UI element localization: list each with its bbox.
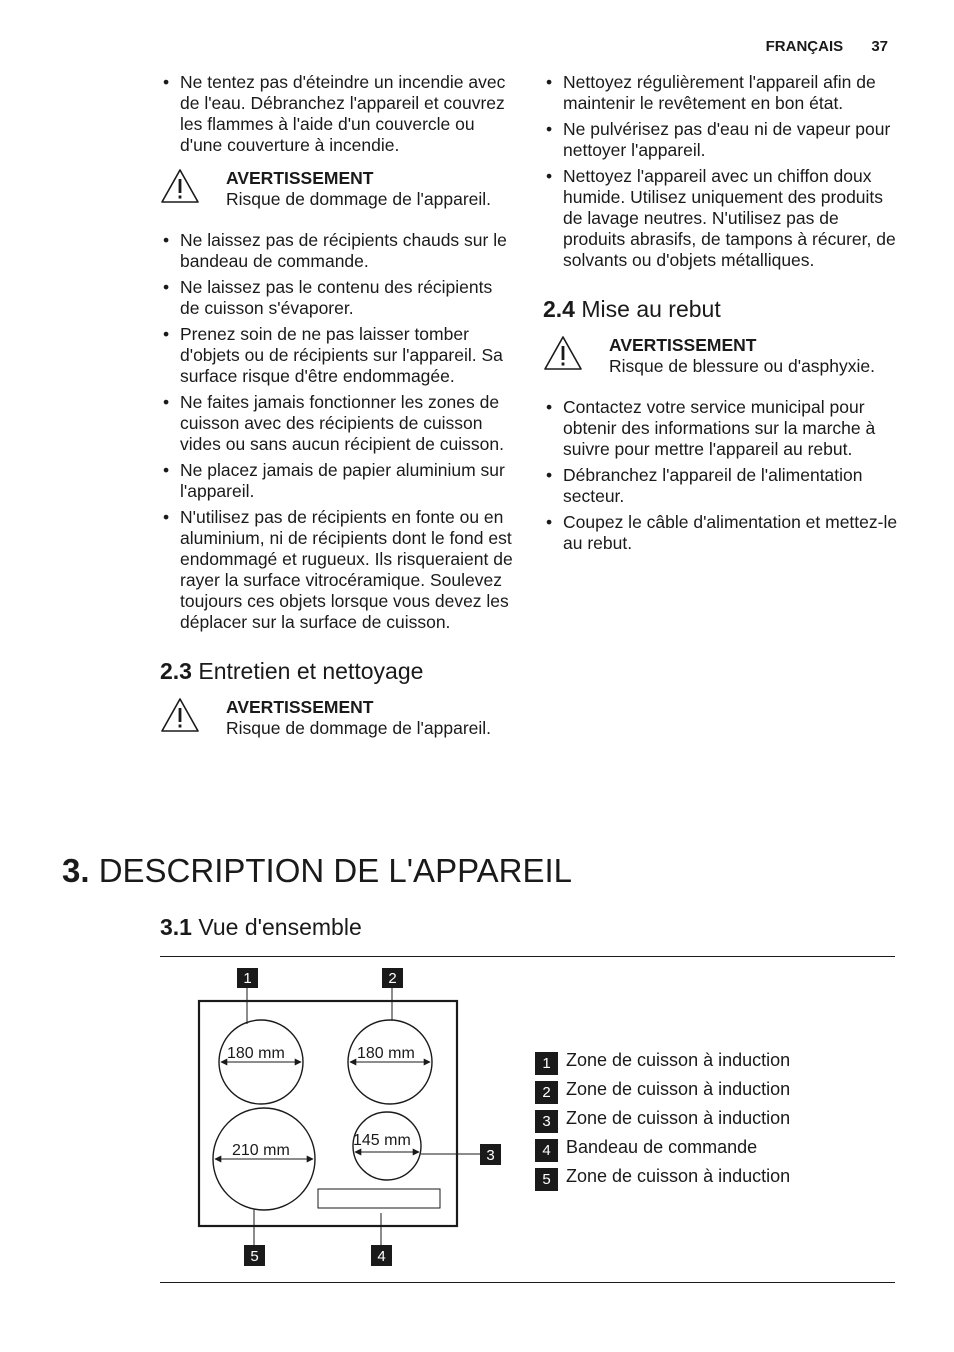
warning-text: Risque de blessure ou d'asphyxie. (609, 356, 876, 376)
legend-number: 1 (535, 1052, 558, 1075)
legend-label: Zone de cuisson à induction (566, 1050, 791, 1070)
section-number: 2.4 (543, 296, 575, 322)
section-heading (160, 657, 516, 685)
divider (160, 1282, 895, 1283)
list-item: • Ne placez jamais de papier aluminium sur l'appareil. (160, 460, 516, 502)
legend-row (535, 1162, 790, 1191)
legend-number: 4 (535, 1139, 558, 1162)
callout-1 (237, 968, 258, 988)
right-column (543, 72, 899, 559)
svg-text:1: 1 (243, 970, 252, 987)
legend-label: Zone de cuisson à induction (566, 1079, 791, 1099)
legend-row (535, 1075, 790, 1104)
section-title: Entretien et nettoyage (198, 658, 424, 684)
section-number: 3.1 (160, 914, 192, 940)
page-header (742, 38, 888, 55)
zone-diameter-label: 210 mm (232, 1142, 290, 1159)
left-column (160, 72, 516, 759)
section-number: 2.3 (160, 658, 192, 684)
svg-text:2: 2 (388, 970, 397, 987)
divider (160, 956, 895, 957)
list-item: • Ne laissez pas de récipients chauds sur le bandeau de commande. (160, 230, 516, 272)
section-title: Mise au rebut (581, 296, 721, 322)
legend-row (535, 1046, 790, 1075)
legend-number: 3 (535, 1110, 558, 1133)
warning-title: AVERTISSEMENT (226, 168, 374, 188)
warning-block (543, 335, 899, 379)
diagram-legend (535, 1046, 790, 1191)
chapter-title: DESCRIPTION DE L'APPAREIL (98, 852, 573, 889)
warning-triangle-icon (160, 168, 200, 204)
legend-row (535, 1133, 790, 1162)
svg-text:3: 3 (486, 1147, 495, 1164)
bullet-list (543, 72, 899, 271)
svg-text:4: 4 (377, 1248, 386, 1265)
warning-triangle-icon (543, 335, 583, 371)
warning-title: AVERTISSEMENT (609, 335, 757, 355)
chapter-number: 3. (62, 852, 90, 889)
bullet-list (160, 72, 516, 156)
list-item: • Ne faites jamais fonctionner les zones de cuisson avec des récipients de cuisson vides ou sans aucun récipient de cuisson. (160, 392, 516, 455)
list-item: • Ne laissez pas le contenu des récipients de cuisson s'évaporer. (160, 277, 516, 319)
list-item: • Débranchez l'appareil de l'alimentation secteur. (543, 465, 899, 507)
list-item: • Nettoyez régulièrement l'appareil afin de maintenir le revêtement en bon état. (543, 72, 899, 114)
callout-3 (480, 1144, 501, 1165)
zone-diameter-label: 180 mm (227, 1045, 285, 1062)
list-item: • Ne tentez pas d'éteindre un incendie avec de l'eau. Débranchez l'appareil et couvrez les flammes à l'aide d'un couvercle ou d'une couverture à incendie. (160, 72, 516, 156)
header-language: FRANÇAIS (765, 38, 844, 55)
legend-label: Zone de cuisson à induction (566, 1108, 791, 1128)
chapter-heading (62, 850, 572, 892)
callout-2 (382, 968, 403, 988)
list-item: • N'utilisez pas de récipients en fonte ou en aluminium, ni de récipients dont le fond est endommagé et rugueux. Ils risqueraient de rayer la surface vitrocéramique. Soulevez toujours ces objets lorsque vous devez les déplacer sur la surface de cuisson. (160, 507, 516, 633)
legend-label: Zone de cuisson à induction (566, 1166, 791, 1186)
svg-text:5: 5 (250, 1248, 259, 1265)
warning-text: Risque de dommage de l'appareil. (226, 718, 492, 738)
warning-text: Risque de dommage de l'appareil. (226, 189, 492, 209)
legend-number: 2 (535, 1081, 558, 1104)
section-heading (543, 295, 899, 323)
bullet-list (160, 230, 516, 633)
warning-block (160, 697, 516, 741)
warning-triangle-icon (160, 697, 200, 733)
bullet-list (543, 397, 899, 554)
hob-outline (199, 1001, 457, 1226)
list-item: • Ne pulvérisez pas d'eau ni de vapeur pour nettoyer l'appareil. (543, 119, 899, 161)
callout-5 (244, 1245, 265, 1266)
callout-4 (371, 1245, 392, 1266)
zone-diameter-label: 145 mm (353, 1132, 411, 1149)
control-panel (318, 1189, 440, 1208)
legend-number: 5 (535, 1168, 558, 1191)
section-heading (160, 912, 362, 942)
legend-row (535, 1104, 790, 1133)
warning-title: AVERTISSEMENT (226, 697, 374, 717)
list-item: • Contactez votre service municipal pour obtenir des informations sur la marche à suivre pour mettre l'appareil au rebut. (543, 397, 899, 460)
list-item: • Prenez soin de ne pas laisser tomber d'objets ou de récipients sur l'appareil. Sa surface risque d'être endommagée. (160, 324, 516, 387)
header-page-number: 37 (871, 38, 888, 55)
list-item: • Nettoyez l'appareil avec un chiffon doux humide. Utilisez uniquement des produits de lavage neutres. N'utilisez pas de produits abrasifs, de tampons à récurer, de solvants ou d'objets métalliques. (543, 166, 899, 271)
zone-diameter-label: 180 mm (357, 1045, 415, 1062)
list-item: • Coupez le câble d'alimentation et mettez-le au rebut. (543, 512, 899, 554)
legend-label: Bandeau de commande (566, 1137, 758, 1157)
warning-block (160, 168, 516, 212)
section-title: Vue d'ensemble (198, 914, 362, 940)
